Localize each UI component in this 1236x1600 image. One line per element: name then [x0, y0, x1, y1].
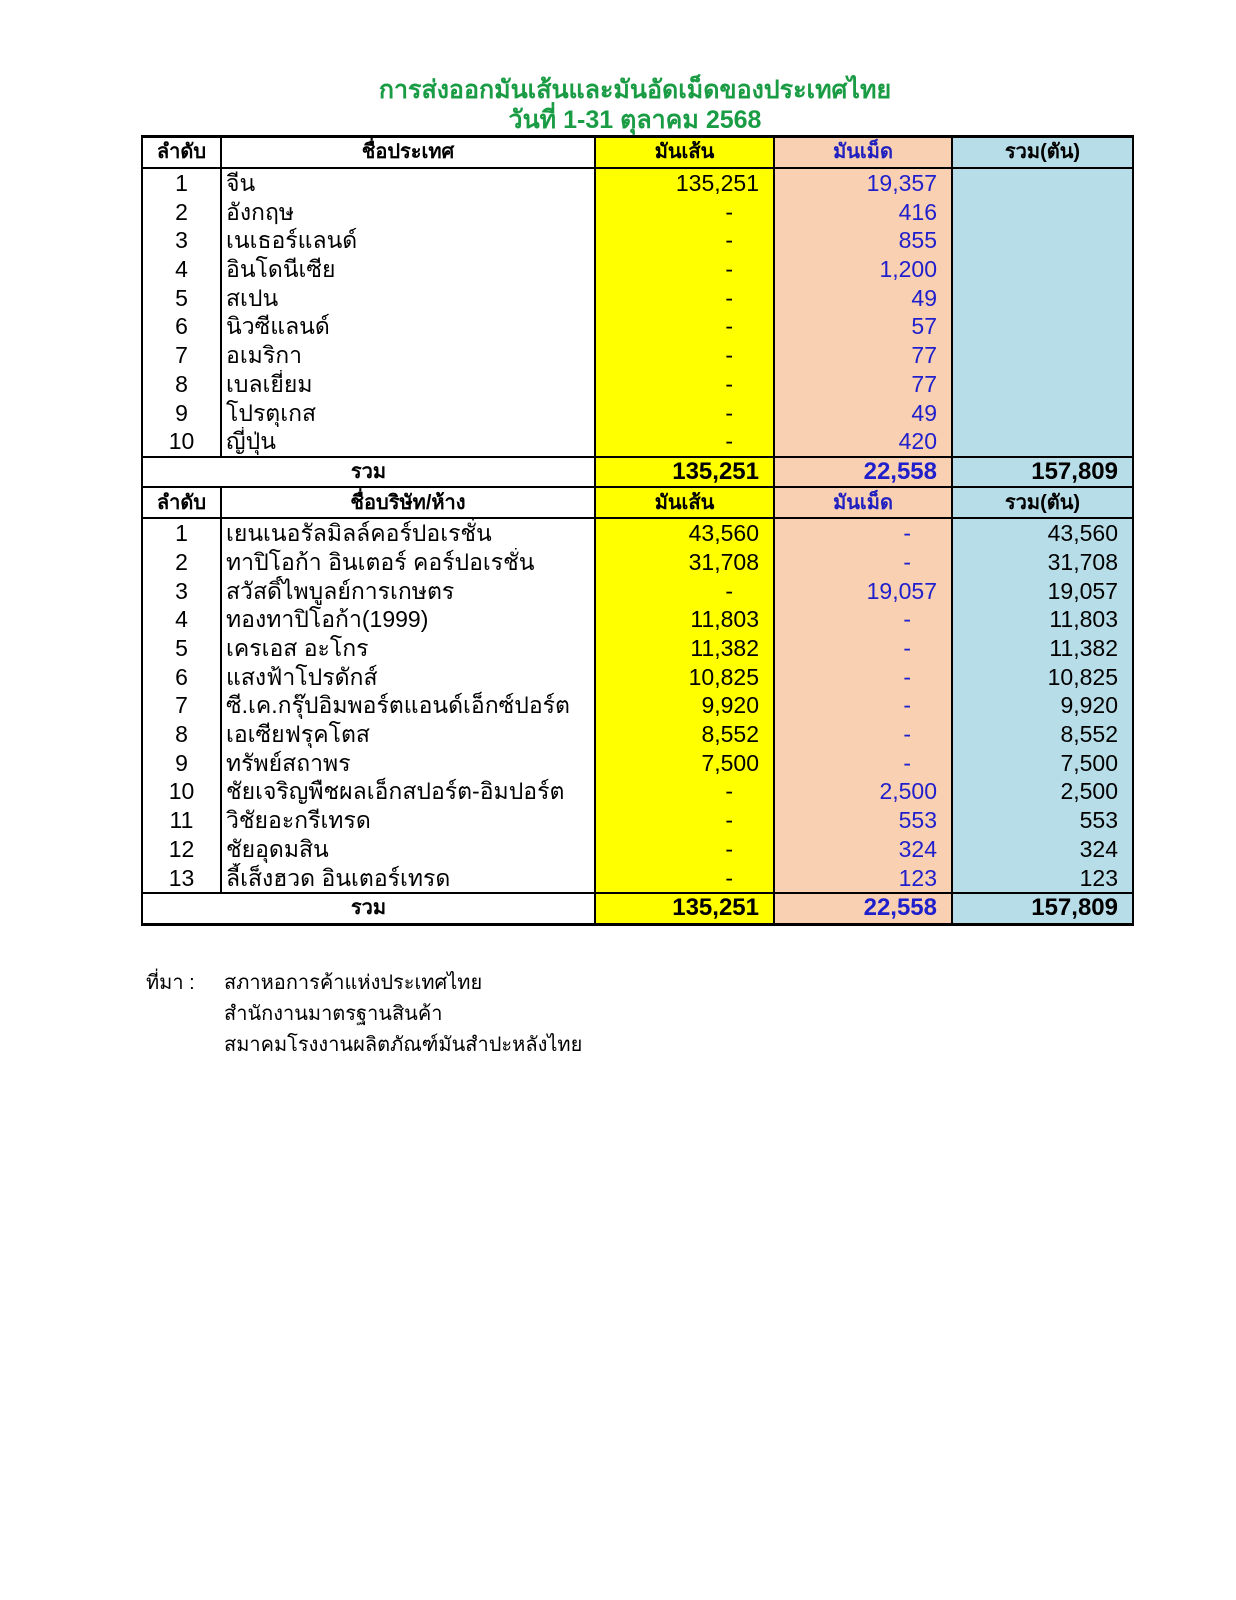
row-country-name: สเปน: [221, 283, 595, 312]
row-company-name: แสงฟ้าโปรดักส์: [221, 662, 595, 691]
row-chips-tons: 11,803: [595, 605, 774, 634]
row-chips-tons: 31,708: [595, 548, 774, 577]
table-row: [142, 370, 1133, 399]
row-total-tons: [952, 226, 1133, 255]
row-total-tons: [952, 255, 1133, 284]
header-chips: มันเส้น: [595, 137, 774, 168]
row-company-name: เครเอส อะโกร: [221, 634, 595, 663]
row-chips-tons: 9,920: [595, 691, 774, 720]
row-company-name: ทรัพย์สถาพร: [221, 748, 595, 777]
row-rank: 4: [142, 255, 221, 284]
row-rank: 7: [142, 691, 221, 720]
row-rank: 7: [142, 341, 221, 370]
table-row: [142, 168, 1133, 198]
row-chips-tons: 7,500: [595, 748, 774, 777]
table-row: [142, 605, 1133, 634]
row-country-name: ญี่ปุ่น: [221, 427, 595, 457]
row-rank: 10: [142, 777, 221, 806]
table-row: [142, 312, 1133, 341]
row-rank: 8: [142, 370, 221, 399]
row-chips-tons: -: [595, 341, 774, 370]
row-total-tons: [952, 427, 1133, 457]
row-chips-tons: -: [595, 427, 774, 457]
row-country-name: จีน: [221, 168, 595, 198]
row-pellets-tons: 77: [774, 341, 952, 370]
row-rank: 8: [142, 720, 221, 749]
row-total-tons: 11,382: [952, 634, 1133, 663]
row-pellets-tons: 855: [774, 226, 952, 255]
row-rank: 1: [142, 518, 221, 548]
row-chips-tons: -: [595, 863, 774, 893]
sum-row: [142, 457, 1133, 488]
table-row: [142, 835, 1133, 864]
header-company-name: ชื่อบริษัท/ห้าง: [221, 487, 595, 518]
sum-chips-tons: 135,251: [595, 893, 774, 924]
row-chips-tons: -: [595, 806, 774, 835]
row-total-tons: [952, 370, 1133, 399]
row-pellets-tons: -: [774, 605, 952, 634]
row-total-tons: 553: [952, 806, 1133, 835]
row-company-name: สวัสดิ์ไพบูลย์การเกษตร: [221, 576, 595, 605]
row-total-tons: [952, 283, 1133, 312]
header-country-name: ชื่อประเทศ: [221, 137, 595, 168]
row-pellets-tons: -: [774, 634, 952, 663]
sum-pellets-tons: 22,558: [774, 893, 952, 924]
table-row: [142, 518, 1133, 548]
row-total-tons: 10,825: [952, 662, 1133, 691]
row-chips-tons: -: [595, 370, 774, 399]
row-chips-tons: -: [595, 835, 774, 864]
row-country-name: อังกฤษ: [221, 197, 595, 226]
row-chips-tons: -: [595, 197, 774, 226]
sum-total-tons: 157,809: [952, 893, 1133, 924]
row-total-tons: 19,057: [952, 576, 1133, 605]
row-pellets-tons: 19,357: [774, 168, 952, 198]
table-row: [142, 341, 1133, 370]
row-chips-tons: -: [595, 226, 774, 255]
row-rank: 5: [142, 634, 221, 663]
row-total-tons: [952, 398, 1133, 427]
row-country-name: อินโดนีเซีย: [221, 255, 595, 284]
table-row: [142, 576, 1133, 605]
report-title: การส่งออกมันเส้นและมันอัดเม็ดของประเทศไทย: [378, 76, 892, 104]
table-row: [142, 226, 1133, 255]
row-pellets-tons: 1,200: [774, 255, 952, 284]
header-total: รวม(ตัน): [952, 487, 1133, 518]
row-pellets-tons: 123: [774, 863, 952, 893]
row-company-name: ทองทาปิโอก้า(1999): [221, 605, 595, 634]
row-pellets-tons: 57: [774, 312, 952, 341]
row-company-name: วิชัยอะกรีเทรด: [221, 806, 595, 835]
row-pellets-tons: -: [774, 548, 952, 577]
table-row: [142, 197, 1133, 226]
row-pellets-tons: -: [774, 662, 952, 691]
row-pellets-tons: 77: [774, 370, 952, 399]
row-company-name: ซี.เค.กรุ๊ปอิมพอร์ตแอนด์เอ็กซ์ปอร์ต: [221, 691, 595, 720]
row-country-name: อเมริกา: [221, 341, 595, 370]
source-line: สภาหอการค้าแห่งประเทศไทย: [224, 972, 483, 994]
row-pellets-tons: 49: [774, 283, 952, 312]
header-rank: ลำดับ: [142, 487, 221, 518]
row-chips-tons: 8,552: [595, 720, 774, 749]
source-lines: [224, 968, 582, 1061]
table-row: [142, 548, 1133, 577]
table-row: [142, 662, 1133, 691]
row-rank: 6: [142, 312, 221, 341]
row-chips-tons: -: [595, 777, 774, 806]
row-country-name: โปรตุเกส: [221, 398, 595, 427]
row-chips-tons: 10,825: [595, 662, 774, 691]
row-pellets-tons: 2,500: [774, 777, 952, 806]
row-country-name: เบลเยี่ยม: [221, 370, 595, 399]
row-pellets-tons: 19,057: [774, 576, 952, 605]
row-rank: 5: [142, 283, 221, 312]
sum-label: รวม: [142, 457, 595, 488]
row-chips-tons: -: [595, 398, 774, 427]
row-rank: 12: [142, 835, 221, 864]
row-company-name: เยนเนอรัลมิลล์คอร์ปอเรชั่น: [221, 518, 595, 548]
row-rank: 3: [142, 576, 221, 605]
source-label: ที่มา :: [146, 972, 195, 994]
row-country-name: นิวซีแลนด์: [221, 312, 595, 341]
row-rank: 11: [142, 806, 221, 835]
row-total-tons: 324: [952, 835, 1133, 864]
row-rank: 3: [142, 226, 221, 255]
header-chips: มันเส้น: [595, 487, 774, 518]
header-pellets: มันเม็ด: [774, 487, 952, 518]
row-pellets-tons: -: [774, 720, 952, 749]
row-total-tons: 2,500: [952, 777, 1133, 806]
table-row: [142, 777, 1133, 806]
source-line: สมาคมโรงงานผลิตภัณฑ์มันสำปะหลังไทย: [224, 1034, 583, 1056]
row-company-name: เอเซียฟรุคโตส: [221, 720, 595, 749]
row-rank: 13: [142, 863, 221, 893]
row-total-tons: 9,920: [952, 691, 1133, 720]
row-company-name: ชัยเจริญพืชผลเอ็กสปอร์ต-อิมปอร์ต: [221, 777, 595, 806]
row-total-tons: 7,500: [952, 748, 1133, 777]
row-chips-tons: -: [595, 312, 774, 341]
company-header-row: [142, 487, 1133, 518]
row-pellets-tons: 49: [774, 398, 952, 427]
row-total-tons: [952, 168, 1133, 198]
row-total-tons: 31,708: [952, 548, 1133, 577]
row-chips-tons: 11,382: [595, 634, 774, 663]
table-row: [142, 634, 1133, 663]
table-row: [142, 283, 1133, 312]
row-rank: 2: [142, 197, 221, 226]
row-pellets-tons: 553: [774, 806, 952, 835]
country-section: [142, 137, 1133, 488]
row-pellets-tons: 416: [774, 197, 952, 226]
table-row: [142, 398, 1133, 427]
report-date-range: วันที่ 1-31 ตุลาคม 2568: [508, 106, 762, 134]
row-rank: 9: [142, 398, 221, 427]
header-total: รวม(ตัน): [952, 137, 1133, 168]
export-table: [141, 135, 1134, 926]
sum-pellets-tons: 22,558: [774, 457, 952, 488]
row-total-tons: [952, 341, 1133, 370]
row-chips-tons: -: [595, 576, 774, 605]
company-section: [142, 487, 1133, 924]
row-total-tons: 11,803: [952, 605, 1133, 634]
row-rank: 6: [142, 662, 221, 691]
country-header-row: [142, 137, 1133, 168]
row-rank: 10: [142, 427, 221, 457]
table-row: [142, 720, 1133, 749]
row-rank: 4: [142, 605, 221, 634]
row-total-tons: 43,560: [952, 518, 1133, 548]
row-pellets-tons: 324: [774, 835, 952, 864]
row-company-name: ชัยอุดมสิน: [221, 835, 595, 864]
sum-total-tons: 157,809: [952, 457, 1133, 488]
row-pellets-tons: 420: [774, 427, 952, 457]
sum-row: [142, 893, 1133, 924]
row-rank: 2: [142, 548, 221, 577]
row-chips-tons: 135,251: [595, 168, 774, 198]
row-company-name: ทาปิโอก้า อินเตอร์ คอร์ปอเรชั่น: [221, 548, 595, 577]
table-row: [142, 255, 1133, 284]
sum-chips-tons: 135,251: [595, 457, 774, 488]
row-total-tons: [952, 312, 1133, 341]
row-pellets-tons: -: [774, 748, 952, 777]
table-row: [142, 691, 1133, 720]
row-pellets-tons: -: [774, 691, 952, 720]
header-pellets: มันเม็ด: [774, 137, 952, 168]
row-chips-tons: 43,560: [595, 518, 774, 548]
row-company-name: ลี้เส็งฮวด อินเตอร์เทรด: [221, 863, 595, 893]
table-row: [142, 806, 1133, 835]
row-pellets-tons: -: [774, 518, 952, 548]
table-row: [142, 748, 1133, 777]
table-row: [142, 863, 1133, 893]
row-total-tons: 8,552: [952, 720, 1133, 749]
header-rank: ลำดับ: [142, 137, 221, 168]
row-chips-tons: -: [595, 255, 774, 284]
row-country-name: เนเธอร์แลนด์: [221, 226, 595, 255]
table-row: [142, 427, 1133, 457]
row-total-tons: [952, 197, 1133, 226]
source-line: สำนักงานมาตรฐานสินค้า: [224, 1003, 443, 1025]
row-total-tons: 123: [952, 863, 1133, 893]
row-chips-tons: -: [595, 283, 774, 312]
row-rank: 9: [142, 748, 221, 777]
sum-label: รวม: [142, 893, 595, 924]
row-rank: 1: [142, 168, 221, 198]
